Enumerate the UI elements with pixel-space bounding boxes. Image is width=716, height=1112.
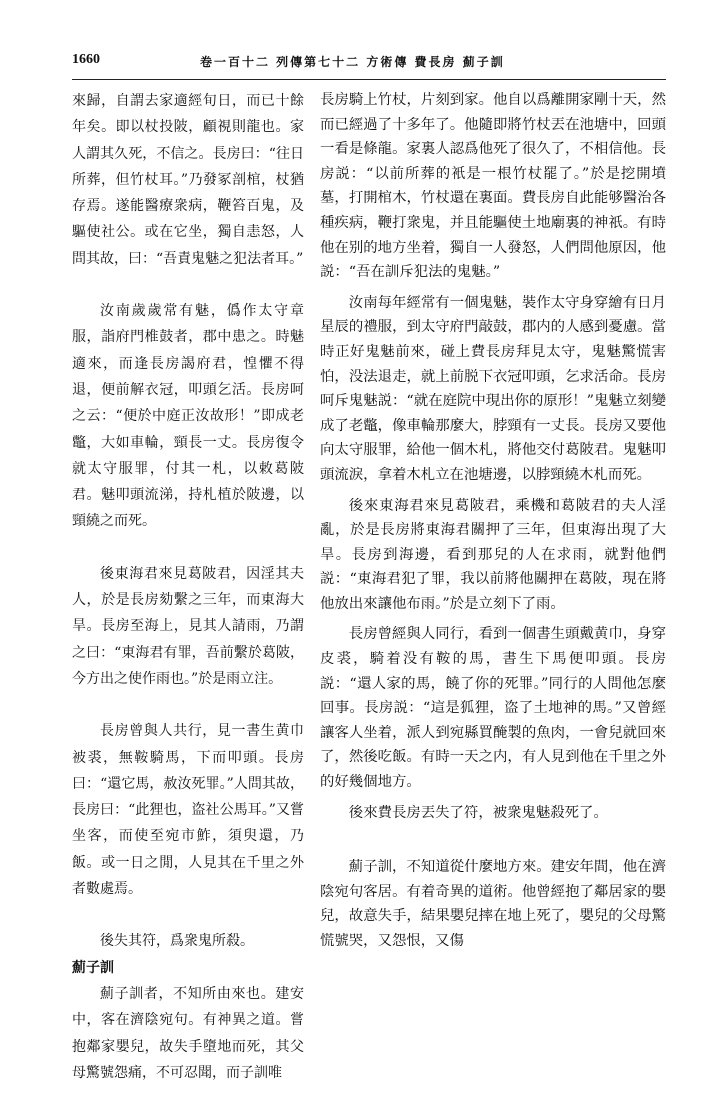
classical-text-column <box>72 88 304 1112</box>
translation-column <box>320 88 666 954</box>
translation-paragraph: 薊子訓，不知道從什麼地方來。建安年間，他在濟陰宛句客居。有着奇異的道術。他曾經抱了鄰居家的嬰兒，故意失手，結果嬰兒摔在地上死了，嬰兒的父母驚慌號哭，又怨恨，又傷 <box>320 859 666 949</box>
translation-paragraph: 汝南每年經常有一個鬼魅，裝作太守身穿繪有日月星辰的禮服，到太守府門敲鼓，郡内的人感到憂慮。當時正好鬼魅前來，碰上費長房拜見太守，鬼魅驚慌害怕，没法退走，就上前脱下衣冠叩頭，乞求活命。長房呵斥鬼魅説：“就在庭院中現出你的原形！”鬼魅立刻變成了老鼈，像車輪那麼大，脖頸有一丈長。長房又要他向太守服罪，給他一個木札，將他交付葛陂君。鬼魅叩頭流淚，拿着木札立在池塘邊，以脖頸繞木札而死。 <box>320 294 666 483</box>
classical-paragraph: 來歸，自謂去家適經旬日，而已十餘年矣。即以杖投陂，顧視則龍也。家人謂其久死，不信之。長房曰：“往日所葬，但竹杖耳。”乃發冢剖棺，杖猶存焉。遂能醫療衆病，鞭笞百鬼，及驅使社公。或在它坐，獨自恚怒，人問其故，曰：“吾責鬼魅之犯法者耳。” <box>72 93 304 267</box>
classical-paragraph: 薊子訓者，不知所由來也。建安中，客在濟陰宛句。有神異之道。嘗抱鄰家嬰兒，故失手墮地而死，其父母驚號怨痛，不可忍聞，而子訓唯 <box>72 985 304 1081</box>
translation-paragraph: 長房曾經與人同行，看到一個書生頭戴黄巾，身穿皮裘，騎着没有鞍的馬，書生下馬便叩頭。長房説：“還人家的馬，饒了你的死罪。”同行的人問他怎麼回事。長房説：“這是狐狸，盗了土地神的馬。”又曾經讓客人坐着，派人到宛縣買醃製的魚肉，一會兒就回來了，然後吃飯。有時一天之内，有人見到他在千里之外的好幾個地方。 <box>320 626 666 791</box>
page-number: 1660 <box>72 52 100 67</box>
header-rule <box>72 79 666 80</box>
classical-paragraph: 長房曾與人共行，見一書生黄巾被裘，無鞍騎馬，下而叩頭。長房曰：“還它馬，赦汝死罪。”人問其故，長房曰：“此狸也，盗社公馬耳。”又嘗坐客，而使至宛市鮓，須臾還，乃飯。或一日之閒，人見其在千里之外者數處焉。 <box>72 723 304 898</box>
page-header <box>72 52 666 74</box>
classical-paragraph: 汝南歲歲常有魅，僞作太守章服，詣府門椎鼓者，郡中患之。時魅適來，而逢長房謁府君，惶懼不得退，便前解衣冠，叩頭乞活。長房呵之云：“便於中庭正汝故形！”即成老鼈，大如車輪，頸長一丈。長房復令就太守服罪，付其一札，以敕葛陂君。魅叩頭流涕，持札植於陂邊，以頸繞之而死。 <box>72 303 304 530</box>
section-heading: 薊子訓 <box>72 959 114 976</box>
translation-paragraph: 後來東海君來見葛陂君，乘機和葛陂君的夫人淫亂，於是長房將東海君關押了三年，但東海出現了大旱。長房到海邊，看到那兒的人在求雨，就對他們説：“東海君犯了罪，我以前將他關押在葛陂，現在將他放出來讓他布雨。”於是立刻下了雨。 <box>320 497 666 612</box>
translation-paragraph: 後來費長房丟失了符，被衆鬼魅殺死了。 <box>348 804 608 821</box>
running-head: 卷一百十二 列傳第七十二 方術傳 費長房 薊子訓 <box>200 55 505 69</box>
translation-paragraph: 長房騎上竹杖，片刻到家。他自以爲離開家剛十天，然而已經過了十多年了。他隨即將竹杖丟在池塘中，回頭一看是條龍。家裏人認爲他死了很久了，不相信他。長房説：“以前所葬的衹是一根竹杖罷了。”於是挖開墳墓，打開棺木，竹杖還在裏面。費長房自此能够醫治各種疾病，鞭打衆鬼，并且能驅使土地廟裏的神祇。有時他在别的地方坐着，獨自一人發怒，人們問他原因，他説：“吾在訓斥犯法的鬼魅。” <box>320 92 666 281</box>
classical-paragraph: 後東海君來見葛陂君，因淫其夫人，於是長房劾繫之三年，而東海大旱。長房至海上，見其人請雨，乃謂之曰：“東海君有罪，吾前繫於葛陂，今方出之使作雨也。”於是雨立注。 <box>72 565 304 687</box>
classical-paragraph: 後失其符，爲衆鬼所殺。 <box>100 933 254 950</box>
